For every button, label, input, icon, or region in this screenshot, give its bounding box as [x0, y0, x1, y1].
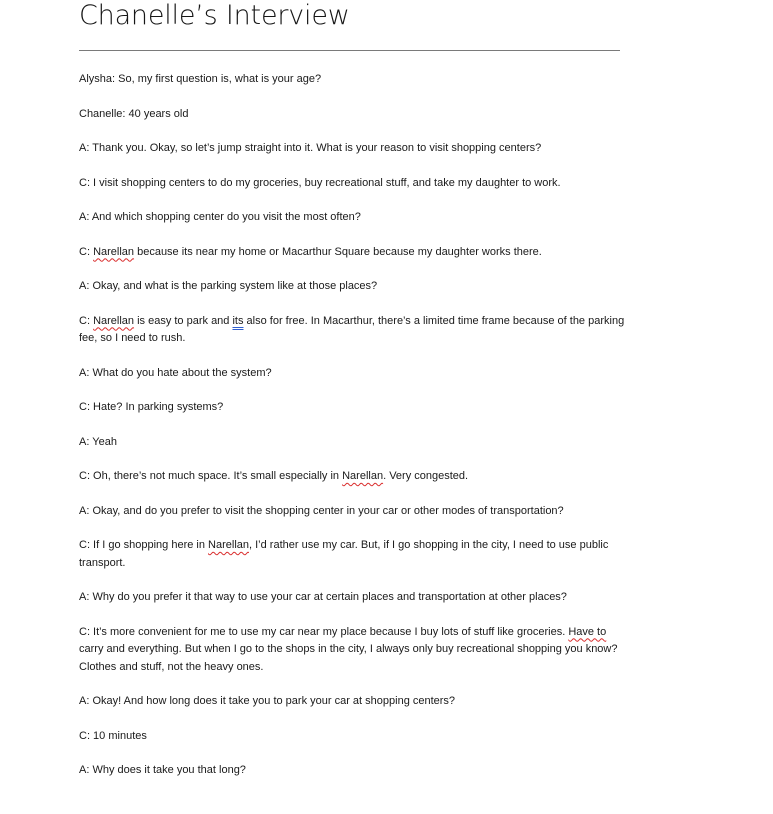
transcript-text: because its near my home or Macarthur Square because my daughter works there.: [134, 245, 542, 258]
transcript-text: A: Yeah: [79, 435, 117, 448]
transcript-text: Chanelle: 40 years old: [79, 107, 189, 120]
transcript-text: A: Why does it take you that long?: [79, 764, 246, 776]
transcript-paragraph: [79, 589, 627, 607]
transcript-paragraph: [79, 313, 627, 348]
transcript-text: A: And which shopping center do you visit the most often?: [79, 211, 361, 223]
transcript-paragraph: [79, 503, 627, 521]
transcript-paragraph: [79, 140, 627, 158]
transcript-text: A: Why do you prefer it that way to use your car at certain places and transportation at other places?: [79, 591, 567, 603]
spelling-flagged-word: Narellan: [93, 314, 135, 327]
transcript-paragraph: [79, 434, 627, 452]
transcript-paragraph: [79, 209, 627, 227]
title-underline-rule: [79, 50, 620, 51]
grammar-flagged-word: its: [232, 314, 244, 327]
transcript-text: C:: [79, 314, 94, 327]
transcript-paragraph: [79, 71, 627, 89]
transcript-text: C: 10 minutes: [79, 729, 147, 742]
transcript-paragraph: [79, 278, 627, 296]
transcript-text: C: I visit shopping centers to do my groceries, buy recreational stuff, and take my daughter to work.: [79, 176, 561, 189]
transcript-paragraph: [79, 106, 627, 124]
transcript-text: Alysha: So, my first question is, what is your age?: [79, 73, 322, 85]
spelling-flagged-word: Narellan: [342, 470, 384, 482]
transcript-text: C:: [79, 245, 94, 258]
transcript-text: C: Oh, there’s not much space. It’s small especially in: [79, 470, 343, 482]
transcript-paragraph: [79, 175, 627, 193]
transcript-paragraph: [79, 244, 627, 262]
transcript-paragraph: [79, 728, 627, 746]
transcript-text: A: Thank you. Okay, so let’s jump straight into it. What is your reason to visit shopping centers?: [79, 142, 542, 154]
transcript-text: . Very congested.: [383, 470, 469, 482]
transcript-text: also for free. In Macarthur, there’s a limited time frame because of the parking fee, so I need to rush.: [79, 314, 625, 344]
spelling-flagged-word: Narellan: [208, 539, 249, 551]
transcript-text: A: Okay! And how long does it take you to park your car at shopping centers?: [79, 695, 456, 707]
transcript-paragraph: [79, 468, 627, 486]
transcript-paragraph: [79, 693, 627, 711]
spelling-flagged-word: Have to: [568, 625, 607, 638]
transcript-text: C: Hate? In parking systems?: [79, 401, 224, 413]
transcript-text: C: If I go shopping here in: [79, 539, 209, 551]
transcript-text: C: It’s more convenient for me to use my car near my place because I buy lots of stuff like groceries.: [79, 625, 569, 638]
transcript-text: A: Okay, and what is the parking system like at those places?: [79, 280, 378, 292]
transcript-text: A: Okay, and do you prefer to visit the shopping center in your car or other modes of transportation?: [79, 504, 564, 517]
transcript-text: , I’d rather use my car. But, if I go shopping in the city, I need to use public transport.: [79, 539, 609, 569]
document-title: Chanelle’s Interview: [79, 0, 350, 31]
transcript-paragraph: [79, 365, 627, 383]
spelling-flagged-word: Narellan: [93, 245, 135, 258]
transcript-paragraph: [79, 537, 627, 572]
transcript-paragraph: [79, 624, 627, 677]
transcript-paragraph: [79, 399, 627, 417]
interview-transcript: [79, 71, 627, 780]
transcript-text: A: What do you hate about the system?: [79, 366, 272, 379]
transcript-paragraph: [79, 762, 627, 780]
transcript-text: is easy to park and: [134, 314, 233, 327]
transcript-text: carry and everything. But when I go to the shops in the city, I always only buy recreational shopping you know? Clothes and stuff, not the heavy ones.: [79, 643, 618, 673]
